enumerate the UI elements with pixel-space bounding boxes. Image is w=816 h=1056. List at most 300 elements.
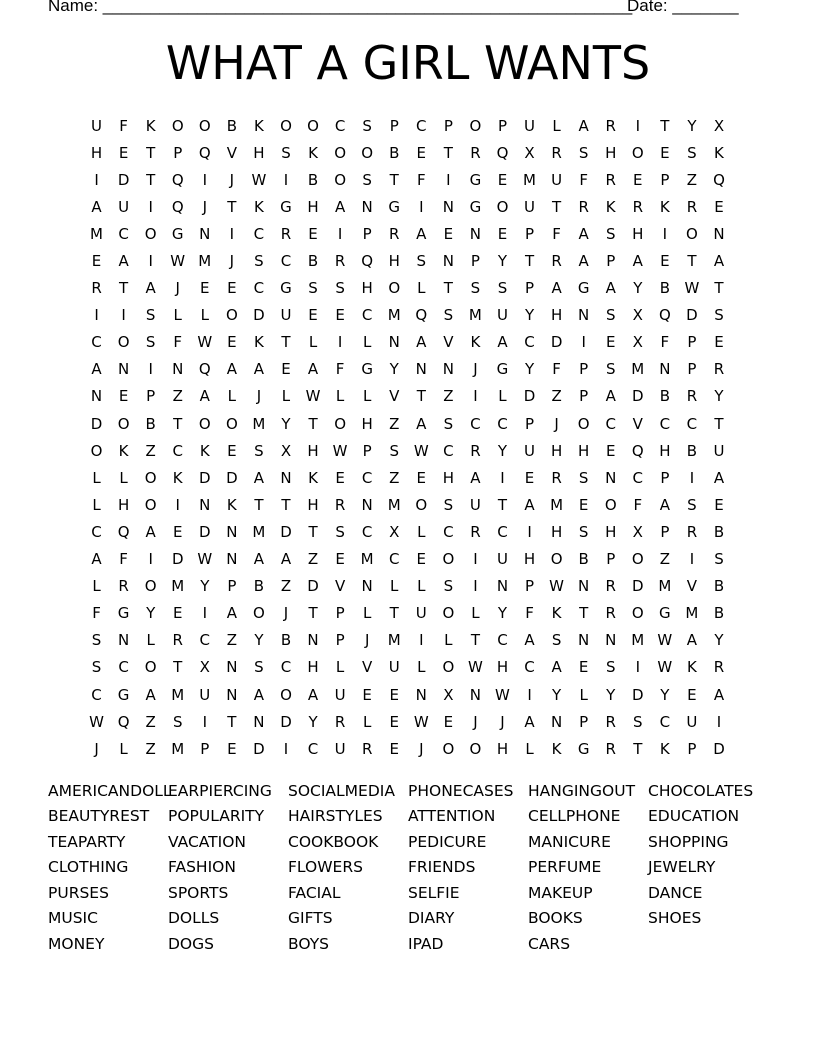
grid-letter: D <box>199 522 211 541</box>
grid-letter: K <box>714 143 724 162</box>
word-list-item: SOCIALMEDIA <box>288 781 395 800</box>
grid-letter: S <box>470 279 481 298</box>
word-list-item: EDUCATION <box>648 807 740 826</box>
grid-letter: J <box>500 712 505 731</box>
grid-letter: L <box>119 468 128 487</box>
grid-letter: C <box>253 224 265 243</box>
grid-letter: S <box>605 306 616 325</box>
grid-letter: C <box>524 333 535 352</box>
word-list-item: SELFIE <box>408 883 460 902</box>
grid-letter: R <box>605 712 616 731</box>
grid-letter: E <box>714 495 724 514</box>
grid-letter: C <box>470 414 481 433</box>
grid-letter: S <box>605 658 616 677</box>
grid-letter: T <box>443 143 453 162</box>
word-list-item: DOGS <box>168 934 214 953</box>
grid-letter: P <box>335 631 345 650</box>
grid-letter: H <box>496 658 509 677</box>
grid-letter: T <box>146 143 156 162</box>
word-list-item: DOLLS <box>168 909 220 928</box>
grid-letter: T <box>714 414 724 433</box>
grid-letter: K <box>686 658 697 677</box>
grid-letter: K <box>308 143 318 162</box>
grid-letter: P <box>227 577 237 596</box>
grid-letter: R <box>605 739 616 758</box>
grid-letter: Z <box>307 550 319 569</box>
grid-letter: N <box>199 495 211 514</box>
grid-letter: R <box>118 577 129 596</box>
grid-letter: X <box>632 333 643 352</box>
grid-letter: A <box>199 387 210 406</box>
grid-row <box>83 139 733 166</box>
grid-letter: D <box>550 333 563 352</box>
grid-letter: F <box>416 170 426 189</box>
grid-letter: M <box>550 495 564 514</box>
grid-letter: C <box>361 306 373 325</box>
grid-letter: G <box>577 739 590 758</box>
grid-letter: L <box>200 306 209 325</box>
grid-letter: Y <box>308 712 318 731</box>
grid-letter: K <box>199 441 210 460</box>
grid-letter: P <box>362 224 372 243</box>
grid-letter: R <box>334 712 346 731</box>
grid-letter: S <box>605 360 616 379</box>
grid-row <box>83 329 733 356</box>
grid-letter: P <box>579 712 589 731</box>
grid-letter: O <box>442 550 455 569</box>
grid-letter: I <box>175 495 180 514</box>
grid-letter: R <box>334 495 346 514</box>
grid-letter: T <box>173 658 183 677</box>
grid-row <box>83 193 733 220</box>
grid-letter: P <box>579 360 589 379</box>
grid-letter: N <box>578 577 590 596</box>
grid-letter: C <box>253 279 265 298</box>
grid-letter: C <box>524 658 535 677</box>
grid-letter: X <box>280 441 292 460</box>
grid-letter: Y <box>146 604 156 623</box>
grid-row <box>83 735 733 762</box>
word-list <box>48 778 788 957</box>
grid-letter: L <box>362 387 372 406</box>
grid-letter: G <box>469 197 482 216</box>
grid-letter: D <box>632 387 644 406</box>
word-row <box>48 778 788 804</box>
grid-letter: N <box>361 495 373 514</box>
word-list-item: BEAUTYREST <box>48 807 150 826</box>
grid-letter: R <box>686 197 698 216</box>
grid-letter: H <box>442 468 454 487</box>
grid-letter: D <box>171 550 184 569</box>
grid-letter: M <box>685 604 699 623</box>
grid-letter: F <box>552 360 561 379</box>
grid-letter: P <box>200 739 210 758</box>
grid-letter: U <box>415 604 427 623</box>
grid-letter: E <box>227 739 237 758</box>
grid-letter: O <box>442 739 455 758</box>
grid-letter: T <box>281 495 291 514</box>
grid-letter: S <box>605 224 616 243</box>
grid-letter: S <box>687 495 697 514</box>
word-list-item: IPAD <box>408 934 444 953</box>
word-list-item: TEAPARTY <box>48 832 126 851</box>
word-row <box>48 804 788 830</box>
grid-letter: S <box>254 252 264 271</box>
grid-letter: R <box>605 116 616 135</box>
grid-letter: T <box>308 522 318 541</box>
grid-letter: A <box>145 685 156 704</box>
grid-letter: S <box>335 279 345 298</box>
grid-letter: R <box>470 143 481 162</box>
grid-letter: I <box>473 550 478 569</box>
grid-letter: R <box>280 224 292 243</box>
grid-letter: U <box>469 495 481 514</box>
grid-letter: Q <box>117 522 130 541</box>
grid-letter: D <box>686 306 698 325</box>
grid-letter: G <box>469 170 482 189</box>
grid-letter: C <box>307 739 319 758</box>
grid-letter: J <box>473 712 478 731</box>
grid-letter: P <box>579 387 589 406</box>
grid-letter: A <box>524 495 535 514</box>
grid-row <box>83 166 733 193</box>
grid-letter: C <box>605 414 616 433</box>
grid-letter: K <box>253 333 264 352</box>
grid-letter: N <box>578 306 590 325</box>
grid-letter: O <box>225 414 238 433</box>
grid-letter: H <box>361 414 373 433</box>
word-list-item: HANGINGOUT <box>528 781 636 800</box>
grid-letter: B <box>713 577 725 596</box>
page-title: WHAT A GIRL WANTS <box>165 36 651 90</box>
grid-letter: L <box>335 658 345 677</box>
grid-letter: E <box>389 739 399 758</box>
word-list-item: SHOES <box>648 909 702 928</box>
grid-letter: E <box>308 306 318 325</box>
grid-row <box>83 573 733 600</box>
grid-letter: E <box>497 224 508 243</box>
grid-letter: I <box>148 252 153 271</box>
grid-letter: T <box>308 604 318 623</box>
grid-letter: A <box>470 468 481 487</box>
grid-letter: X <box>443 685 454 704</box>
grid-letter: V <box>389 387 400 406</box>
grid-letter: E <box>200 279 210 298</box>
grid-letter: Y <box>524 360 535 379</box>
grid-letter: M <box>631 360 645 379</box>
grid-letter: S <box>362 116 372 135</box>
grid-letter: L <box>281 387 291 406</box>
grid-letter: E <box>497 170 508 189</box>
grid-letter: D <box>307 577 319 596</box>
grid-letter: X <box>713 116 725 135</box>
grid-letter: K <box>145 116 156 135</box>
grid-letter: T <box>443 279 453 298</box>
grid-letter: W <box>657 658 673 677</box>
grid-letter: P <box>606 550 616 569</box>
grid-letter: T <box>416 387 426 406</box>
grid-letter: Y <box>389 360 399 379</box>
grid-letter: N <box>361 577 373 596</box>
word-list-item: VACATION <box>168 832 246 851</box>
grid-letter: W <box>197 333 213 352</box>
grid-letter: Q <box>171 170 184 189</box>
grid-row <box>83 600 733 627</box>
grid-letter: T <box>470 631 480 650</box>
grid-letter: F <box>552 224 561 243</box>
grid-letter: H <box>307 197 319 216</box>
grid-letter: B <box>713 522 725 541</box>
grid-letter: O <box>388 279 401 298</box>
grid-letter: S <box>578 143 589 162</box>
grid-letter: A <box>713 468 725 487</box>
grid-letter: P <box>606 252 616 271</box>
grid-letter: N <box>442 360 454 379</box>
grid-letter: H <box>659 441 671 460</box>
grid-letter: H <box>605 522 617 541</box>
grid-letter: I <box>662 224 668 243</box>
grid-letter: H <box>307 658 319 677</box>
grid-letter: E <box>335 306 345 325</box>
grid-letter: D <box>253 306 265 325</box>
grid-letter: W <box>170 252 186 271</box>
grid-letter: R <box>551 468 562 487</box>
word-list-item: SPORTS <box>168 883 229 902</box>
grid-letter: T <box>714 279 724 298</box>
grid-letter: P <box>470 252 480 271</box>
grid-letter: E <box>416 468 427 487</box>
grid-letter: Y <box>497 252 508 271</box>
grid-letter: P <box>335 604 345 623</box>
grid-letter: O <box>144 658 157 677</box>
grid-letter: B <box>389 143 400 162</box>
grid-letter: N <box>578 631 590 650</box>
word-list-item: DIARY <box>408 909 455 928</box>
grid-letter: M <box>198 252 212 271</box>
grid-letter: T <box>524 252 535 271</box>
grid-letter: C <box>199 631 211 650</box>
grid-letter: C <box>497 522 508 541</box>
grid-letter: T <box>552 197 562 216</box>
grid-letter: K <box>118 441 129 460</box>
grid-letter: J <box>175 279 180 298</box>
grid-letter: W <box>251 170 267 189</box>
grid-letter: K <box>551 604 562 623</box>
grid-letter: U <box>496 550 508 569</box>
grid-letter: S <box>91 631 102 650</box>
word-list-item: PHONECASES <box>408 781 514 800</box>
grid-letter: M <box>523 170 536 189</box>
grid-letter: W <box>89 712 104 731</box>
grid-letter: R <box>172 631 183 650</box>
grid-letter: I <box>419 197 424 216</box>
grid-letter: H <box>632 224 644 243</box>
grid-letter: I <box>94 170 99 189</box>
grid-letter: D <box>253 739 265 758</box>
grid-letter: C <box>659 712 671 731</box>
grid-letter: T <box>497 495 508 514</box>
grid-letter: C <box>443 441 454 460</box>
grid-letter: W <box>495 685 510 704</box>
grid-letter: N <box>550 712 563 731</box>
grid-letter: D <box>280 712 292 731</box>
grid-letter: N <box>713 224 725 243</box>
grid-letter: L <box>362 333 372 352</box>
grid-letter: T <box>227 712 237 731</box>
grid-letter: D <box>199 468 211 487</box>
grid-letter: M <box>387 306 401 325</box>
grid-letter: I <box>527 522 532 541</box>
grid-letter: W <box>657 631 673 650</box>
grid-letter: V <box>334 577 346 596</box>
grid-letter: X <box>199 658 210 677</box>
grid-letter: O <box>117 414 130 433</box>
grid-letter: N <box>199 224 211 243</box>
grid-letter: Q <box>361 252 374 271</box>
grid-letter: E <box>416 550 427 569</box>
grid-letter: I <box>148 197 153 216</box>
grid-letter: F <box>119 550 128 569</box>
grid-letter: E <box>172 522 183 541</box>
grid-letter: N <box>226 658 238 677</box>
grid-letter: O <box>334 143 346 162</box>
grid-letter: E <box>714 197 724 216</box>
grid-letter: A <box>416 414 427 433</box>
word-list-item: EARPIERCING <box>168 781 272 800</box>
grid-letter: F <box>633 495 643 514</box>
grid-row <box>83 437 733 464</box>
grid-letter: H <box>550 441 563 460</box>
grid-letter: E <box>118 387 129 406</box>
word-row <box>48 906 788 932</box>
grid-letter: N <box>388 333 400 352</box>
grid-letter: E <box>389 712 399 731</box>
grid-letter: O <box>198 116 211 135</box>
grid-letter: E <box>660 252 670 271</box>
word-list-item: AMERICANDOLL <box>48 781 172 800</box>
grid-letter: Q <box>631 441 644 460</box>
grid-letter: C <box>118 224 129 243</box>
grid-letter: P <box>525 224 535 243</box>
grid-letter: K <box>605 197 616 216</box>
grid-letter: W <box>549 577 565 596</box>
grid-letter: L <box>579 685 588 704</box>
grid-letter: G <box>496 360 509 379</box>
grid-letter: R <box>389 224 400 243</box>
grid-letter: L <box>146 631 155 650</box>
grid-letter: Q <box>496 143 509 162</box>
grid-letter: O <box>171 116 184 135</box>
grid-letter: E <box>118 143 129 162</box>
grid-letter: L <box>308 333 318 352</box>
grid-letter: I <box>337 333 343 352</box>
grid-letter: D <box>523 387 536 406</box>
grid-letter: C <box>118 658 129 677</box>
grid-letter: L <box>92 495 101 514</box>
grid-letter: B <box>686 441 698 460</box>
word-list-item: BOOKS <box>528 909 583 928</box>
grid-letter: Z <box>145 441 156 460</box>
grid-letter: C <box>91 685 102 704</box>
grid-letter: P <box>660 522 670 541</box>
grid-letter: C <box>361 468 373 487</box>
grid-letter: R <box>713 658 725 677</box>
grid-letter: T <box>173 414 183 433</box>
grid-letter: A <box>578 116 589 135</box>
grid-letter: O <box>334 414 346 433</box>
grid-row <box>83 220 733 247</box>
grid-letter: J <box>229 170 235 189</box>
grid-row <box>83 654 733 681</box>
grid-letter: P <box>525 577 535 596</box>
grid-letter: A <box>118 252 129 271</box>
grid-letter: R <box>334 252 346 271</box>
grid-letter: M <box>387 631 401 650</box>
grid-letter: G <box>117 685 130 704</box>
grid-letter: D <box>226 468 238 487</box>
grid-letter: K <box>172 468 183 487</box>
word-list-item: PEDICURE <box>408 832 487 851</box>
grid-row <box>83 112 733 139</box>
grid-letter: F <box>92 604 101 623</box>
grid-letter: N <box>469 685 482 704</box>
grid-letter: J <box>229 252 235 271</box>
grid-letter: O <box>117 333 130 352</box>
grid-letter: S <box>714 306 724 325</box>
grid-letter: E <box>227 333 237 352</box>
grid-letter: R <box>361 739 373 758</box>
word-list-item: MONEY <box>48 934 105 953</box>
grid-letter: N <box>253 712 265 731</box>
grid-letter: V <box>443 333 454 352</box>
grid-letter: G <box>280 279 292 298</box>
grid-letter: Y <box>714 631 724 650</box>
grid-letter: E <box>443 224 454 243</box>
grid-letter: E <box>308 224 318 243</box>
grid-letter: U <box>551 170 563 189</box>
grid-letter: O <box>280 116 292 135</box>
grid-letter: A <box>713 685 725 704</box>
grid-letter: I <box>689 550 695 569</box>
grid-letter: S <box>551 631 562 650</box>
grid-letter: S <box>308 279 318 298</box>
grid-letter: R <box>470 441 481 460</box>
grid-letter: R <box>686 522 698 541</box>
grid-letter: G <box>388 197 401 216</box>
word-list-item: FLOWERS <box>288 858 363 877</box>
grid-letter: D <box>713 739 725 758</box>
grid-letter: N <box>659 360 671 379</box>
grid-row <box>83 491 733 518</box>
grid-letter: I <box>283 739 289 758</box>
grid-letter: E <box>524 468 535 487</box>
grid-letter: C <box>659 414 671 433</box>
grid-letter: S <box>145 306 156 325</box>
grid-letter: T <box>633 739 643 758</box>
grid-letter: L <box>444 631 453 650</box>
grid-letter: S <box>281 143 291 162</box>
grid-letter: S <box>254 441 264 460</box>
grid-letter: I <box>446 170 451 189</box>
grid-letter: W <box>413 441 429 460</box>
grid-row <box>83 464 733 491</box>
grid-letter: A <box>632 252 643 271</box>
grid-letter: M <box>360 550 374 569</box>
grid-letter: I <box>527 685 532 704</box>
grid-letter: A <box>91 197 102 216</box>
grid-letter: C <box>497 631 508 650</box>
grid-letter: N <box>172 360 184 379</box>
